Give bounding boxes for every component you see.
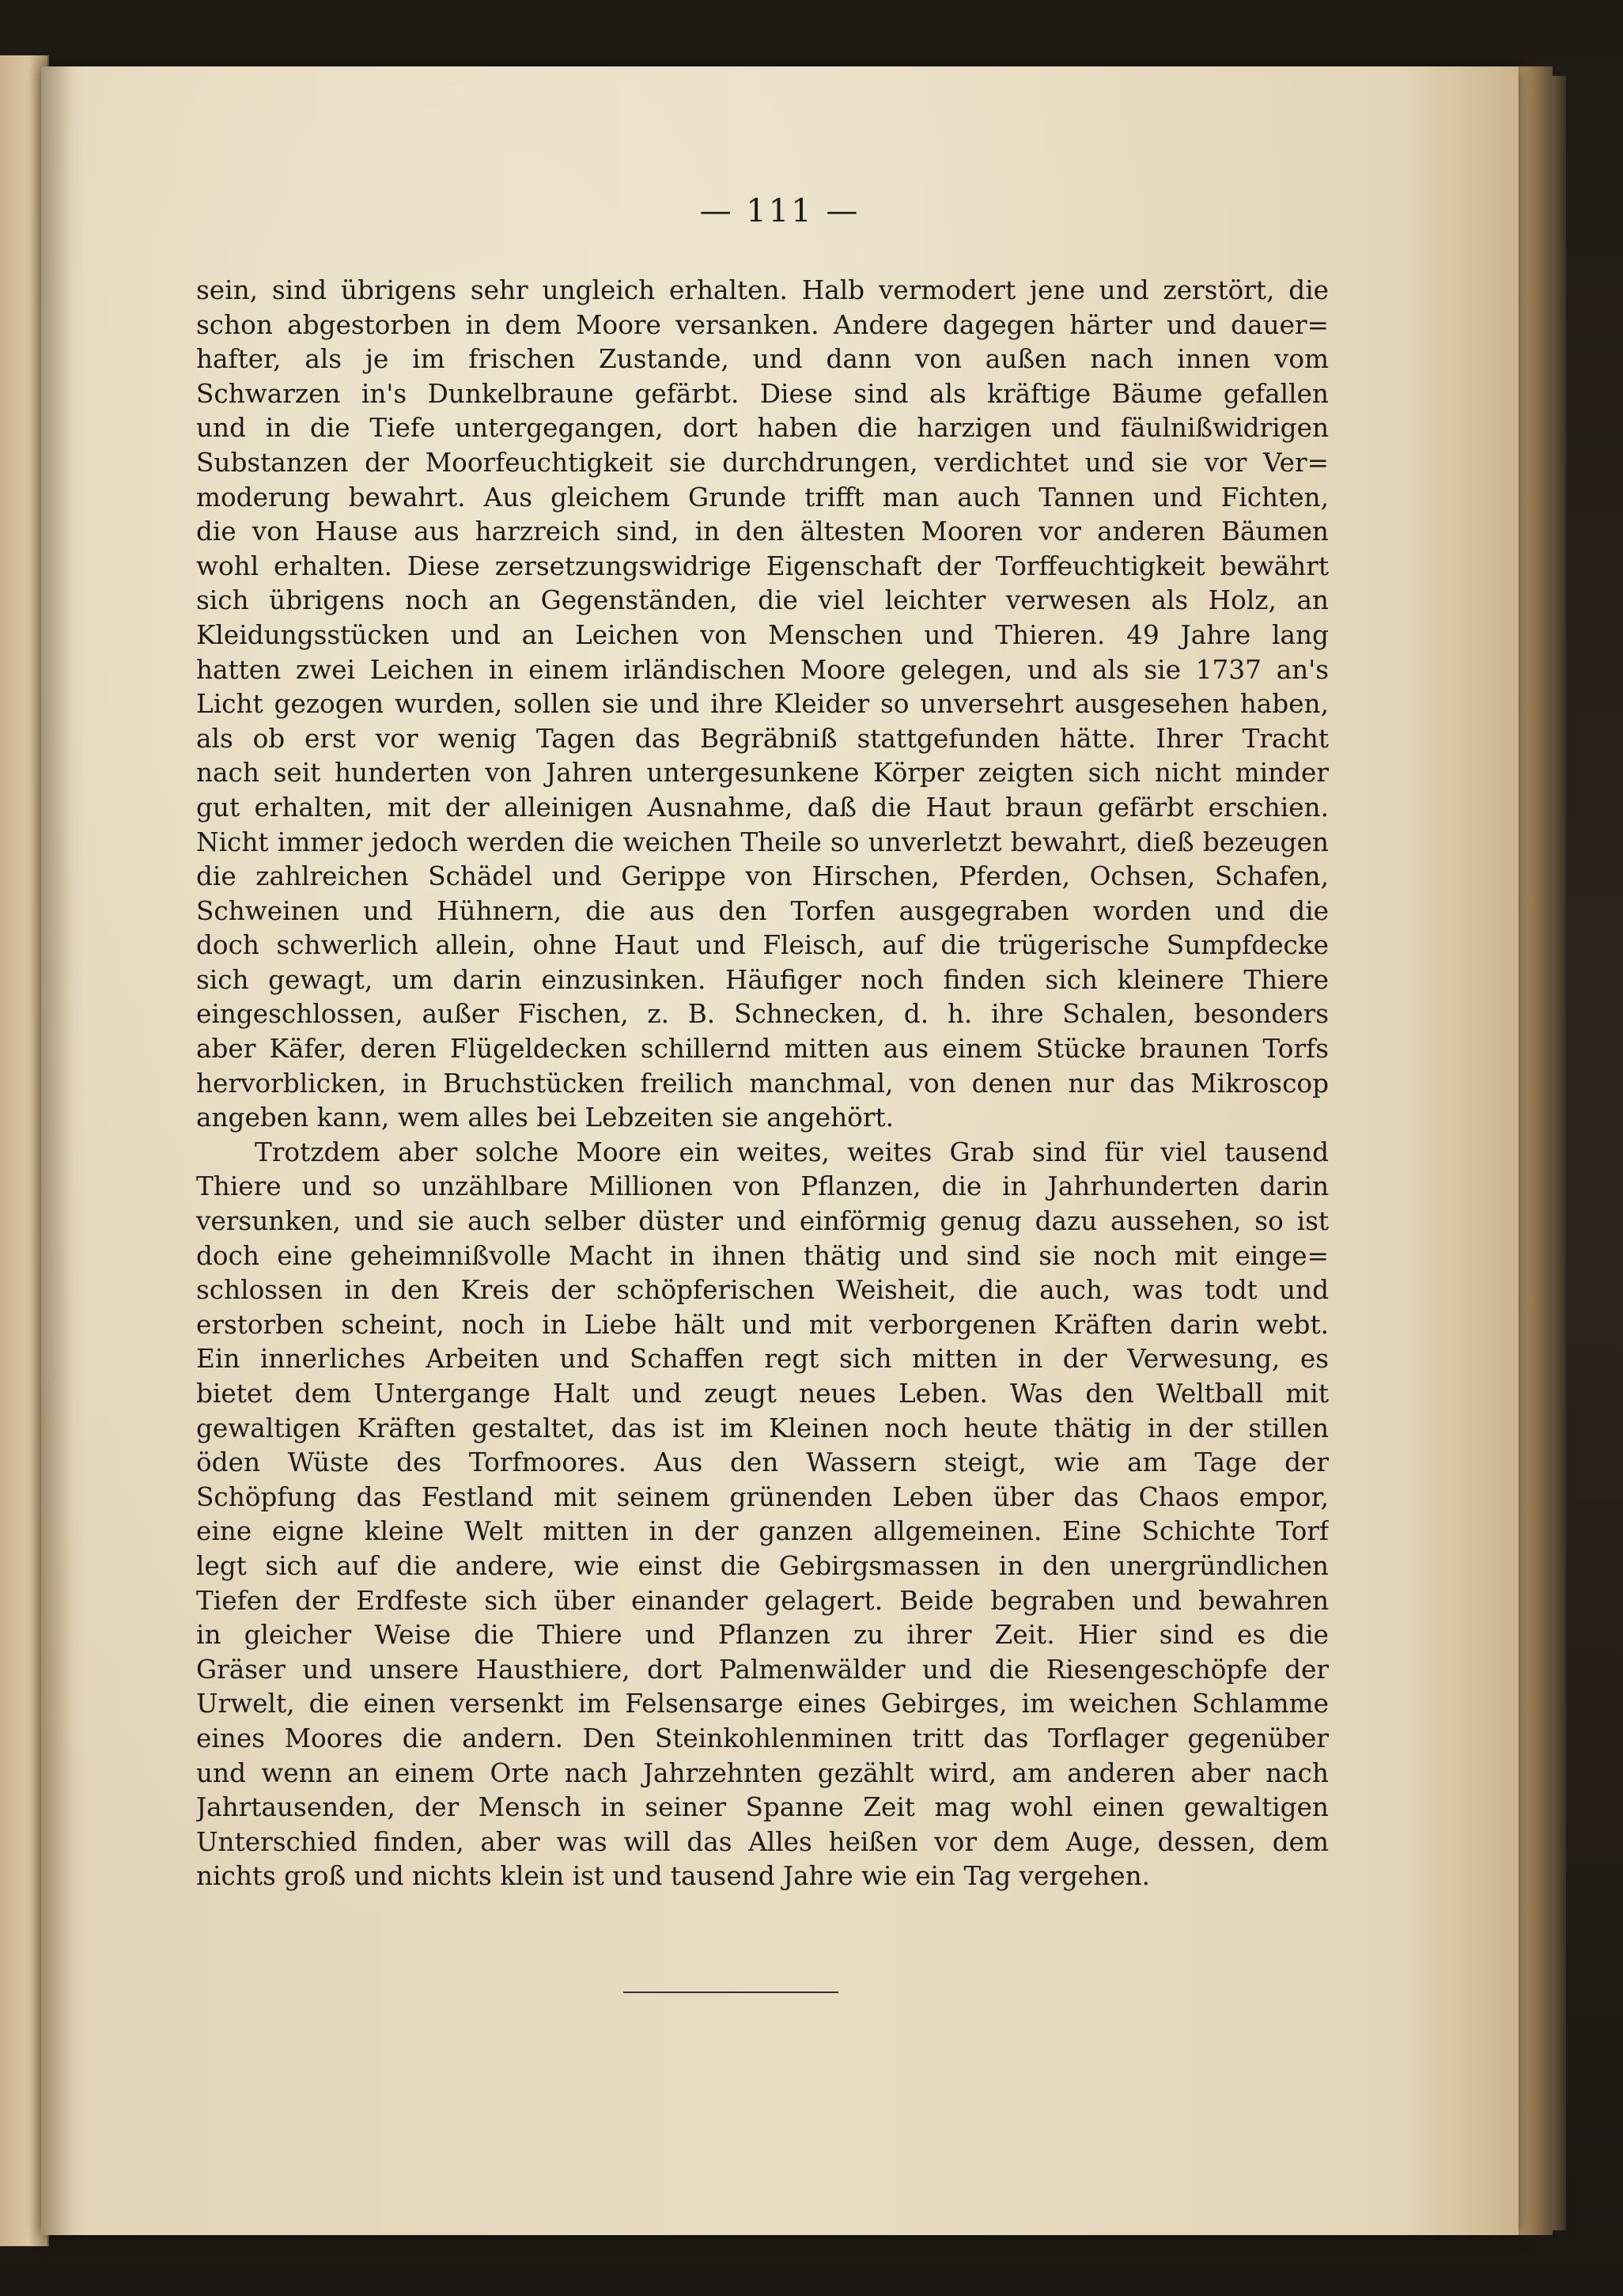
text-line: sich gewagt, um darin einzusinken. Häufiger noch finden sich kleinere Thiere [196, 964, 1329, 995]
page-body [196, 274, 1329, 1894]
text-line: Jahrtausenden, der Mensch in seiner Spanne Zeit mag wohl einen gewaltigen [196, 1792, 1329, 1823]
text-line: und in die Tiefe untergegangen, dort haben die harzigen und fäulnißwidrigen [196, 413, 1329, 444]
text-line: angeben kann, wem alles bei Lebzeiten sie angehört. [196, 1103, 895, 1133]
text-line: Ein innerliches Arbeiten und Schaffen regt sich mitten in der Verwesung, es [196, 1344, 1329, 1375]
text-line: sich übrigens noch an Gegenständen, die viel leichter verwesen als Holz, an [196, 585, 1329, 616]
text-line: legt sich auf die andere, wie einst die Gebirgsmassen in den unergründlichen [196, 1550, 1329, 1581]
text-line: wohl erhalten. Diese zersetzungswidrige Eigenschaft der Torffeuchtigkeit bewährt [196, 550, 1329, 581]
text-line: Licht gezogen wurden, sollen sie und ihre Kleider so unversehrt ausgesehen haben, [196, 689, 1329, 720]
text-line: bietet dem Untergange Halt und zeugt neues Leben. Was den Weltball mit [196, 1379, 1329, 1409]
text-line: eines Moores die andern. Den Steinkohlenminen tritt das Torflager gegenüber [196, 1723, 1329, 1753]
text-line: öden Wüste des Torfmoores. Aus den Wassern steigt, wie am Tage der [196, 1447, 1329, 1478]
text-line: die zahlreichen Schädel und Gerippe von Hirschen, Pferden, Ochsen, Schafen, [196, 861, 1329, 892]
section-divider-rule [623, 1992, 838, 1993]
book-page [41, 66, 1519, 2235]
text-line: Thiere und so unzählbare Millionen von Pflanzen, die in Jahrhunderten darin [196, 1171, 1329, 1202]
text-line: Schöpfung das Festland mit seinem grünenden Leben über das Chaos empor, [196, 1481, 1329, 1512]
text-line: hatten zwei Leichen in einem irländischen Moore gelegen, und als sie 1737 an's [196, 654, 1329, 685]
text-line: Substanzen der Moorfeuchtigkeit sie durchdrungen, verdichtet und sie vor Ver= [196, 447, 1329, 478]
text-line: hafter, als je im frischen Zustande, und dann von außen nach innen vom [196, 344, 1329, 375]
text-line: sein, sind übrigens sehr ungleich erhalten. Halb vermodert jene und zerstört, die [196, 275, 1329, 305]
text-line: nach seit hunderten von Jahren untergesunkene Körper zeigten sich nicht minder [196, 758, 1329, 789]
text-line: Unterschied finden, aber was will das Alles heißen vor dem Auge, dessen, dem [196, 1826, 1329, 1857]
text-line: als ob erst vor wenig Tagen das Begräbniß stattgefunden hätte. Ihrer Tracht [196, 723, 1329, 754]
paragraph-2 [196, 1136, 1329, 1894]
page-stack-edge [1519, 66, 1553, 2235]
text-line: und wenn an einem Orte nach Jahrzehnten gezählt wird, am anderen aber nach [196, 1757, 1329, 1788]
text-line: Schweinen und Hühnern, die aus den Torfen ausgegraben worden und die [196, 895, 1329, 926]
text-line: versunken, und sie auch selber düster und einförmig genug dazu aussehen, so ist [196, 1206, 1329, 1237]
text-line: erstorben scheint, noch in Liebe hält und mit verborgenen Kräften darin webt. [196, 1309, 1329, 1340]
text-line: schlossen in den Kreis der schöpferischen Weisheit, die auch, was todt und [196, 1275, 1329, 1306]
text-line: moderung bewahrt. Aus gleichem Grunde trifft man auch Tannen und Fichten, [196, 482, 1329, 513]
text-line: die von Hause aus harzreich sind, in den ältesten Mooren vor anderen Bäumen [196, 516, 1329, 547]
text-line: hervorblicken, in Bruchstücken freilich manchmal, von denen nur das Mikroscop [196, 1068, 1329, 1099]
paragraph-1 [196, 274, 1329, 1136]
text-line: gewaltigen Kräften gestaltet, das ist im Kleinen noch heute thätig in der stillen [196, 1413, 1329, 1443]
text-line: eine eigne kleine Welt mitten in der ganzen allgemeinen. Eine Schichte Torf [196, 1516, 1329, 1547]
text-line: Gräser und unsere Hausthiere, dort Palmenwälder und die Riesengeschöpfe der [196, 1654, 1329, 1685]
cover-edge [1552, 76, 1566, 2230]
text-line: Tiefen der Erdfeste sich über einander gelagert. Beide begraben und bewahren [196, 1585, 1329, 1616]
text-line: gut erhalten, mit der alleinigen Ausnahme, daß die Haut braun gefärbt erschien. [196, 792, 1329, 823]
text-line: nichts groß und nichts klein ist und tausend Jahre wie ein Tag vergehen. [196, 1861, 1151, 1892]
page-number: — 111 — [699, 193, 861, 229]
text-line: Kleidungsstücken und an Leichen von Menschen und Thieren. 49 Jahre lang [196, 619, 1329, 650]
text-line: Urwelt, die einen versenkt im Felsensarge eines Gebirges, im weichen Schlamme [196, 1689, 1329, 1719]
text-line: schon abgestorben in dem Moore versanken. Andere dagegen härter und dauer= [196, 309, 1329, 340]
text-line: Schwarzen in's Dunkelbraune gefärbt. Diese sind als kräftige Bäume gefallen [196, 378, 1329, 409]
text-line: in gleicher Weise die Thiere und Pflanzen zu ihrer Zeit. Hier sind es die [196, 1620, 1329, 1651]
text-line: eingeschlossen, außer Fischen, z. B. Schnecken, d. h. ihre Schalen, besonders [196, 999, 1329, 1030]
text-line: doch eine geheimnißvolle Macht in ihnen thätig und sind sie noch mit einge= [196, 1240, 1329, 1271]
text-line: Trotzdem aber solche Moore ein weites, weites Grab sind für viel tausend [255, 1137, 1329, 1167]
gutter-shadow [41, 66, 73, 2235]
text-line: Nicht immer jedoch werden die weichen Theile so unverletzt bewahrt, dieß bezeugen [196, 826, 1329, 857]
text-line: doch schwerlich allein, ohne Haut und Fleisch, auf die trügerische Sumpfdecke [196, 930, 1329, 961]
text-line: aber Käfer, deren Flügeldecken schillernd mitten aus einem Stücke braunen Torfs [196, 1034, 1329, 1065]
